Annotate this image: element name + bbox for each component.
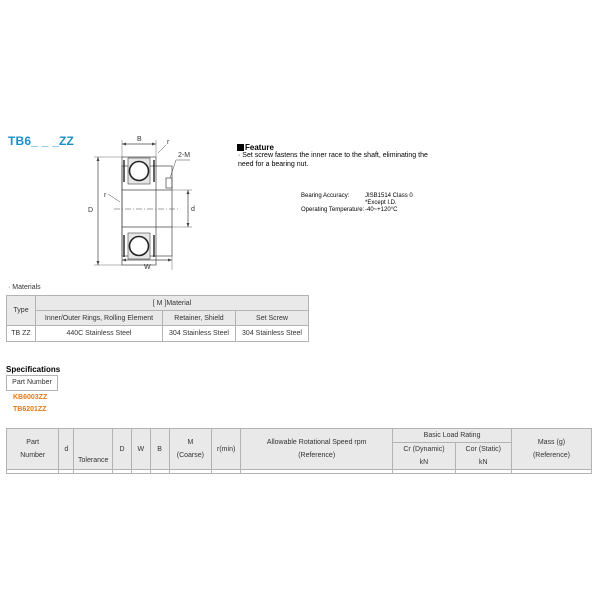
b-header: B — [150, 429, 169, 470]
load-rating-header: Basic Load Rating — [393, 429, 512, 443]
label-outer-diameter: D — [88, 207, 94, 214]
d-header: d — [59, 429, 74, 470]
specifications-table — [6, 428, 592, 474]
spec-value: JISB1514 Class 0 — [365, 193, 413, 199]
r-header: r(min) — [212, 429, 241, 470]
set-screw — [166, 178, 172, 188]
type-cell: TB ZZ — [7, 326, 36, 342]
outer-diameter-header: D — [113, 429, 132, 470]
material-group-header: [ M ]Material — [36, 296, 309, 311]
speed-header: Allowable Rotational Speed rpm (Reference) — [241, 429, 393, 470]
label-b: B — [137, 136, 142, 143]
feature-description: · Set screw fastens the inner race to the shaft, eliminating the need for a bearing nut. — [238, 152, 428, 168]
bearing-drawing — [80, 130, 220, 275]
product-title: TB6_ _ _ZZ — [8, 134, 75, 148]
material-column-header: Retainer, Shield — [163, 311, 236, 326]
material-column-header: Set Screw — [236, 311, 309, 326]
label-inner-diameter: d — [191, 206, 195, 213]
material-cell: 440C Stainless Steel — [36, 326, 163, 342]
cor-header: Cor (Static) kN — [455, 443, 511, 470]
label-2m: 2-M — [178, 152, 191, 159]
label-w: W — [144, 264, 151, 271]
material-column-header: Inner/Outer Rings, Rolling Element — [36, 311, 163, 326]
spec-note: *Except I.D. — [365, 200, 397, 206]
feature-heading — [237, 143, 274, 152]
feature-heading-text: Feature — [245, 143, 274, 152]
table-row — [7, 470, 592, 474]
specifications-caption: Specifications — [6, 365, 61, 374]
material-cell: 304 Stainless Steel — [236, 326, 309, 342]
cr-header: Cr (Dynamic) kN — [393, 443, 455, 470]
w-header: W — [131, 429, 150, 470]
part-number-link[interactable]: KB6003ZZ — [13, 394, 48, 401]
m-header: M (Coarse) — [169, 429, 212, 470]
spec-label: Bearing Accuracy: — [301, 193, 350, 199]
label-r-side: r — [104, 192, 107, 199]
type-header: Type — [7, 296, 36, 326]
square-bullet-icon — [237, 144, 244, 151]
mass-header: Mass (g) (Reference) — [511, 429, 591, 470]
rolling-elements — [124, 158, 154, 259]
material-cell: 304 Stainless Steel — [163, 326, 236, 342]
materials-caption: · Materials — [8, 284, 41, 291]
part-number-header: Part Number — [7, 429, 59, 470]
part-number-box: Part Number — [6, 375, 58, 391]
part-number-link[interactable]: TB6201ZZ — [13, 406, 47, 413]
tolerance-header: Tolerance — [74, 429, 113, 470]
label-r-top: r — [167, 139, 170, 146]
materials-table — [6, 295, 309, 342]
spec-value: -40~+120°C — [365, 207, 398, 213]
table-row — [7, 326, 309, 342]
spec-label: Operating Temperature: — [301, 207, 365, 213]
